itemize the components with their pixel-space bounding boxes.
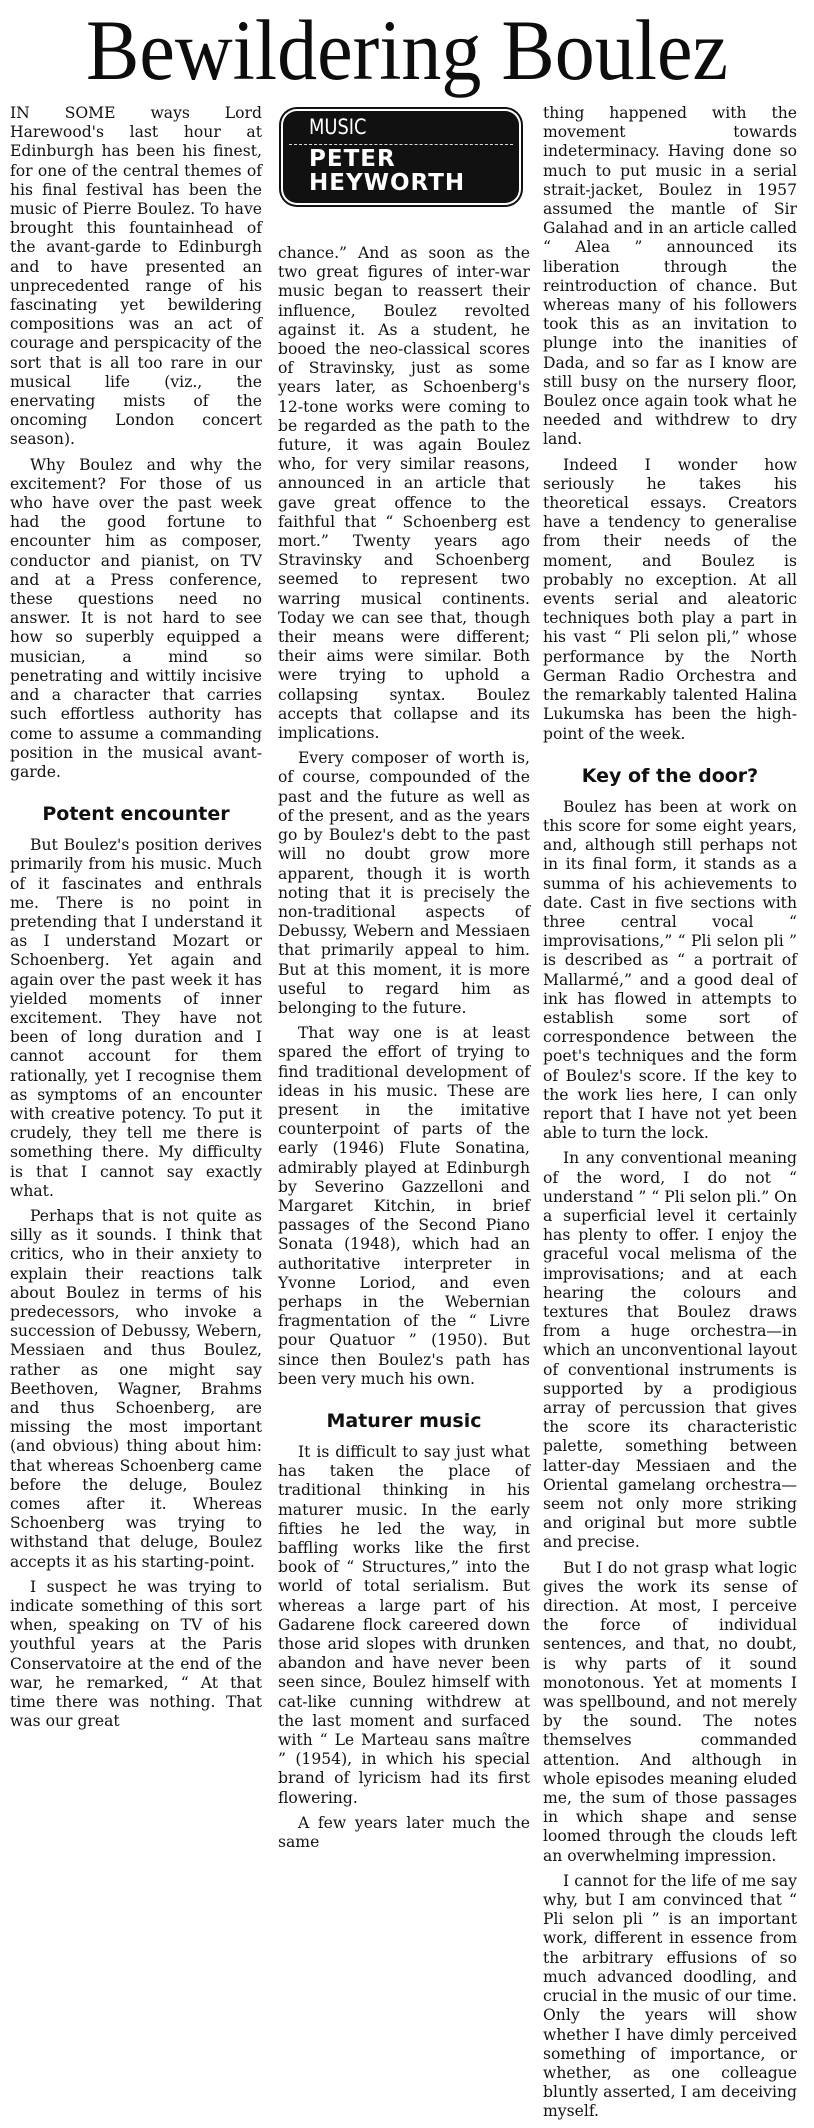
- paragraph: A few years later much the same: [278, 1813, 530, 1852]
- paragraph: I cannot for the life of me say why, but I am convinced that “ Pli selon pli ” is an important work, different in essence from the arbitrary effusions of so much advanced doodling, and crucial in the music of our time. Only the years will show whether I have dimly perceived something of importance, or whether, as one colleague bluntly asserted, I am deceiving myself.: [543, 1871, 797, 2121]
- subheading: Maturer music: [326, 1409, 482, 1432]
- paragraph: It is difficult to say just what has taken the place of traditional thinking in his maturer music. In the early fifties he led the way, in baffling works like the first book of “ Structures,” into the world of total serialism. But whereas a large part of his Gadarene flock careered down those arid slopes with drunken abandon and have never been seen since, Boulez himself with cat-like cunning withdrew at the last moment and surfaced with “ Le Marteau sans maître ” (1954), in which his special brand of lyricism had its first flowering.: [278, 1442, 530, 1807]
- paragraph: thing happened with the movement towards indeterminacy. Having done so much to put music in a serial strait-jacket, Boulez in 1957 assumed the mantle of Sir Galahad and in an article called “ Alea ” announced its liberation through the reintroduction of chance. But whereas many of his followers took this as an invitation to plunge into the inanities of Dada, and so far as I know are still busy on the nursery floor, Boulez once again took what he needed and withdrew to dry land.: [543, 104, 797, 449]
- subheading: Key of the door?: [581, 764, 759, 787]
- paragraph: I suspect he was trying to indicate something of this sort when, speaking on TV of his youthful years at the Paris Conservatoire at the end of the war, he remarked, “ At that time there was nothing. That was our great: [10, 1577, 262, 1731]
- paragraph: Perhaps that is not quite as silly as it sounds. I think that critics, who in their anxiety to explain their reactions talk about Boulez in terms of his predecessors, who invoke a succession of Debussy, Webern, Messiaen and thus Boulez, rather as one might say Beethoven, Wagner, Brahms and thus Schoenberg, are missing the most important (and obvious) thing about him: that whereas Schoenberg came before the deluge, Boulez comes after it. Whereas Schoenberg was trying to withstand that deluge, Boulez accepts it as his starting-point.: [10, 1206, 262, 1571]
- author-name: [309, 147, 465, 195]
- section-label: MUSIC: [309, 115, 367, 139]
- author-last-name: HEYWORTH: [309, 170, 466, 196]
- paragraph: That way one is at least spared the effort of trying to find traditional development of ideas in his music. These are present in the imitative counterpoint of parts of the early (1946) Flute Sonatina, admirably played at Edinburgh by Severino Gazzelloni and Margaret Kitchin, in brief passages of the Second Piano Sonata (1948), which had an authoritative interpreter in Yvonne Loriod, and even perhaps in the Webernian fragmentation of the “ Livre pour Quatuor ” (1950). But since then Boulez's path has been very much his own.: [278, 1024, 530, 1388]
- column-3: [543, 104, 797, 2128]
- paragraph: chance.” And as soon as the two great figures of inter-war music began to reassert their influence, Boulez revolted against it. As a student, he booed the neo-classical scores of Stravinsky, just as some years later, as Schoenberg's 12-tone works were coming to be regarded as the path to the future, it was again Boulez who, for very similar reasons, announced in an article that gave great offence to the faithful that “ Schoenberg est mort.” Twenty years ago Stravinsky and Schoenberg seemed to represent two warring musical continents. Today we can see that, though their means were different; their aims were similar. Both were trying to uphold a collapsing syntax. Boulez accepts that collapse and its implications.: [278, 244, 530, 743]
- paragraph: Indeed I wonder how seriously he takes his theoretical essays. Creators have a tendency to generalise from their needs of the moment, and Boulez is probably no exception. At all events serial and aleatoric techniques both play a part in his vast “ Pli selon pli,” whose performance by the North German Radio Orchestra and the remarkably talented Halina Lukumska has been the high-point of the week.: [543, 455, 797, 743]
- paragraph: Boulez has been at work on this score for some eight years, and, although still perhaps not in its final form, it stands as a summa of his achievements to date. Cast in five sections with three central vocal “ improvisations,” “ Pli selon pli ” is described as “ a portrait of Mallarmé,” and a good deal of ink has flowed in attempts to establish some sort of correspondence between the poet's techniques and the form of Boulez's score. If the key to the work lies here, I can only report that I have not yet been able to turn the lock.: [543, 797, 797, 1143]
- byline-box: [283, 111, 519, 203]
- paragraph: But Boulez's position derives primarily from his music. Much of it fascinates and enthrals me. There is no point in pretending that I understand it as I understand Mozart or Schoenberg. Yet again and again over the past week it has yielded moments of inner excitement. They have not been of long duration and I cannot account for them rationally, yet I recognise them as symptoms of an encounter with creative potency. To put it crudely, they tell me there is something there. My difficulty is that I cannot say exactly what.: [10, 836, 262, 1200]
- author-first-name: PETER: [309, 146, 396, 172]
- subheading: Potent encounter: [42, 803, 230, 826]
- paragraph: Why Boulez and why the excitement? For those of us who have over the past week had the good fortune to encounter him as composer, conductor and pianist, on TV and at a Press conference, these questions need no answer. It is not hard to see how so superbly equipped a musician, a mind so penetrating and wittily incisive and a character that carries such effortless authority has come to assume a commanding position in the musical avant-garde.: [10, 455, 262, 781]
- paragraph: But I do not grasp what logic gives the work its sense of direction. At most, I perceive the force of individual sentences, and that, no doubt, is why parts of it sound monotonous. Yet at moments I was spellbound, and not merely by the sound. The notes themselves commanded attention. And although in whole episodes meaning eluded me, the sum of those passages in which shape and sense loomed through the clouds left an overwhelming impression.: [543, 1558, 797, 1865]
- paragraph: Every composer of worth is, of course, compounded of the past and the future as well as of the present, and as the years go by Boulez's debt to the past will no doubt grow more apparent, though it is worth noting that it is precisely the non-traditional aspects of Debussy, Webern and Messiaen that primarily appeal to him. But at this moment, it is more useful to regard him as belonging to the future.: [278, 749, 530, 1017]
- headline: Bewildering Boulez: [86, 2, 728, 98]
- paragraph: In any conventional meaning of the word, I do not “ understand ” “ Pli selon pli.” On a superficial level it certainly has plenty to offer. I enjoy the graceful vocal melisma of the improvisations; and at each hearing the colours and textures that Boulez draws from a huge orchestra—in which an unconventional layout of conventional instruments is supported by a prodigious array of percussion that gives the score its characteristic palette, something between latter-day Messiaen and the Oriental gamelang orchestra—seem not only more striking and original but more subtle and precise.: [543, 1149, 797, 1552]
- column-2: [278, 244, 530, 1858]
- column-1: [10, 104, 262, 1737]
- paragraph: IN SOME ways Lord Harewood's last hour at Edinburgh has been his finest, for one of the central themes of his final festival has been the music of Pierre Boulez. To have brought this fountainhead of the avant-garde to Edinburgh and to have presented an unprecedented range of his fascinating yet bewildering compositions was an act of courage and perspicacity of the sort that is all too rare in our musical life (viz., the enervating mists of the oncoming London concert season).: [10, 104, 262, 449]
